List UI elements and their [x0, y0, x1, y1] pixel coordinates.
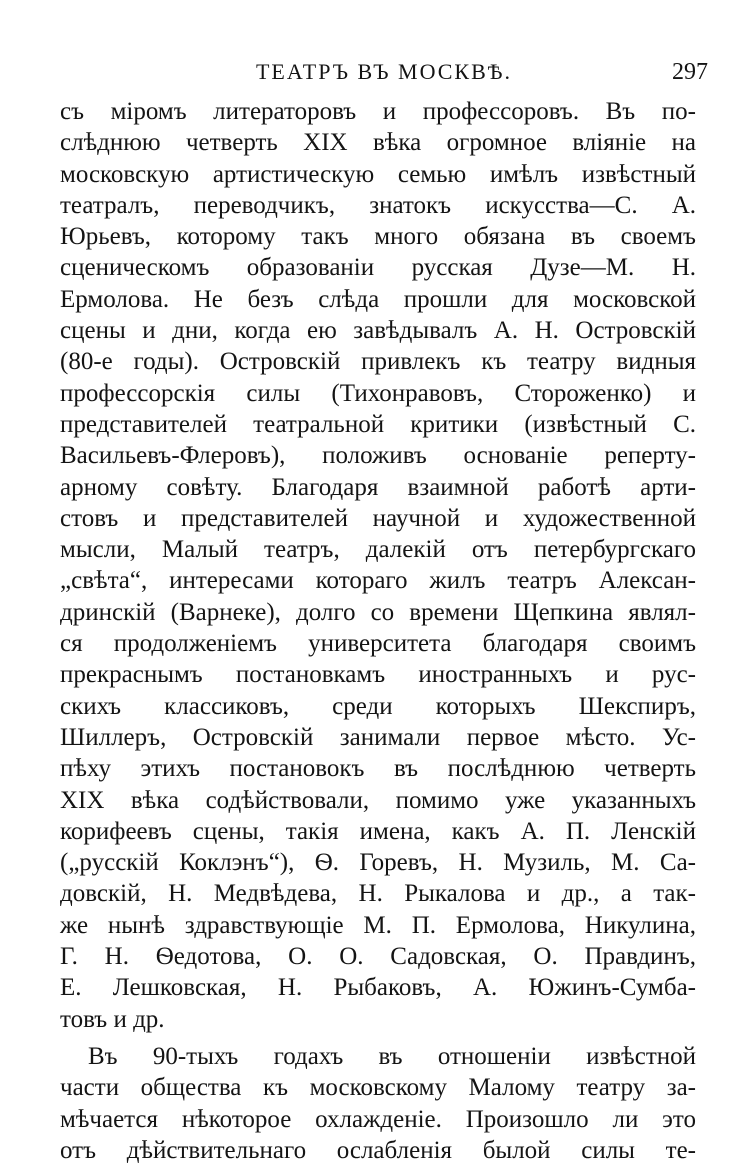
text-line: (80-е годы). Островскій привлекъ къ театру видныя: [60, 348, 696, 376]
paragraph-1: [60, 96, 696, 1035]
running-title: ТЕАТРЪ ВЪ МОСКВѢ.: [255, 59, 513, 84]
text-line: ся продолженіемъ университета благодаря своимъ: [60, 630, 696, 658]
text-line: же нынѣ здравствующіе М. П. Ермолова, Никулина,: [60, 911, 696, 939]
text-line: Васильевъ-Флеровъ), положивъ основаніе реперту-: [60, 442, 696, 470]
text-line: слѣднюю четверть XIX вѣка огромное вліяніе на: [60, 129, 696, 157]
text-line: Е. Лешковская, Н. Рыбаковъ, А. Южинъ-Сумба-: [60, 974, 696, 1002]
text-line: корифеевъ сцены, такія имена, какъ А. П. Ленскій: [60, 817, 696, 845]
text-line: товъ и др.: [60, 1005, 165, 1033]
text-line: Г. Н. Ѳедотова, О. О. Садовская, О. Правдинъ,: [60, 943, 696, 971]
text-line: прекраснымъ постановкамъ иностранныхъ и рус-: [60, 661, 696, 689]
paragraph-2: [60, 1041, 696, 1166]
body-text: [60, 96, 696, 1166]
text-line: профессорскія силы (Тихонравовъ, Стороженко) и: [60, 379, 696, 407]
text-line: московскую артистическую семью имѣлъ извѣстный: [60, 160, 696, 188]
text-line: довскій, Н. Медвѣдева, Н. Рыкалова и др., а так-: [60, 880, 696, 908]
text-line: арному совѣту. Благодаря взаимной работѣ арти-: [60, 473, 696, 501]
text-line: представителей театральной критики (извѣстный С.: [60, 410, 696, 438]
text-line: Юрьевъ, которому такъ много обязана въ своемъ: [60, 223, 696, 251]
text-line: Шиллеръ, Островскій занимали первое мѣсто. Ус-: [60, 723, 696, 751]
text-line: „свѣта“, интересами котораго жилъ театръ Алексан-: [60, 567, 696, 595]
text-line: части общества къ московскому Малому театру за-: [60, 1074, 696, 1102]
text-line: сцены и дни, когда ею завѣдывалъ А. Н. Островскій: [60, 317, 696, 345]
text-line: скихъ классиковъ, среди которыхъ Шекспиръ,: [60, 692, 696, 720]
text-line: стовъ и представителей научной и художественной: [60, 504, 696, 532]
text-line: пѣху этихъ постановокъ въ послѣднюю четверть: [60, 755, 696, 783]
text-line: Въ 90-тыхъ годахъ въ отношеніи извѣстной: [88, 1042, 696, 1070]
text-line: мысли, Малый театръ, далекій отъ петербургскаго: [60, 536, 696, 564]
text-line: Ермолова. Не безъ слѣда прошли для московской: [60, 285, 696, 313]
text-line: дринскій (Варнеке), долго со времени Щепкина являл-: [60, 598, 696, 626]
text-line: мѣчается нѣкоторое охлажденіе. Произошло ли это: [60, 1105, 696, 1133]
text-line: театралъ, переводчикъ, знатокъ искусства—С. А.: [60, 191, 696, 219]
running-head: [60, 56, 708, 88]
text-line: XIX вѣка содѣйствовали, помимо уже указанныхъ: [60, 786, 696, 814]
text-line: отъ дѣйствительнаго ослабленія былой силы те-: [60, 1136, 696, 1164]
text-line: съ міромъ литераторовъ и профессоровъ. Въ по-: [60, 98, 696, 125]
page-number: 297: [672, 59, 708, 85]
text-line: сценическомъ образованіи русская Дузе—М. Н.: [60, 254, 696, 282]
text-line: („русскій Коклэнъ“), Ѳ. Горевъ, Н. Музиль, М. Са-: [60, 849, 696, 877]
